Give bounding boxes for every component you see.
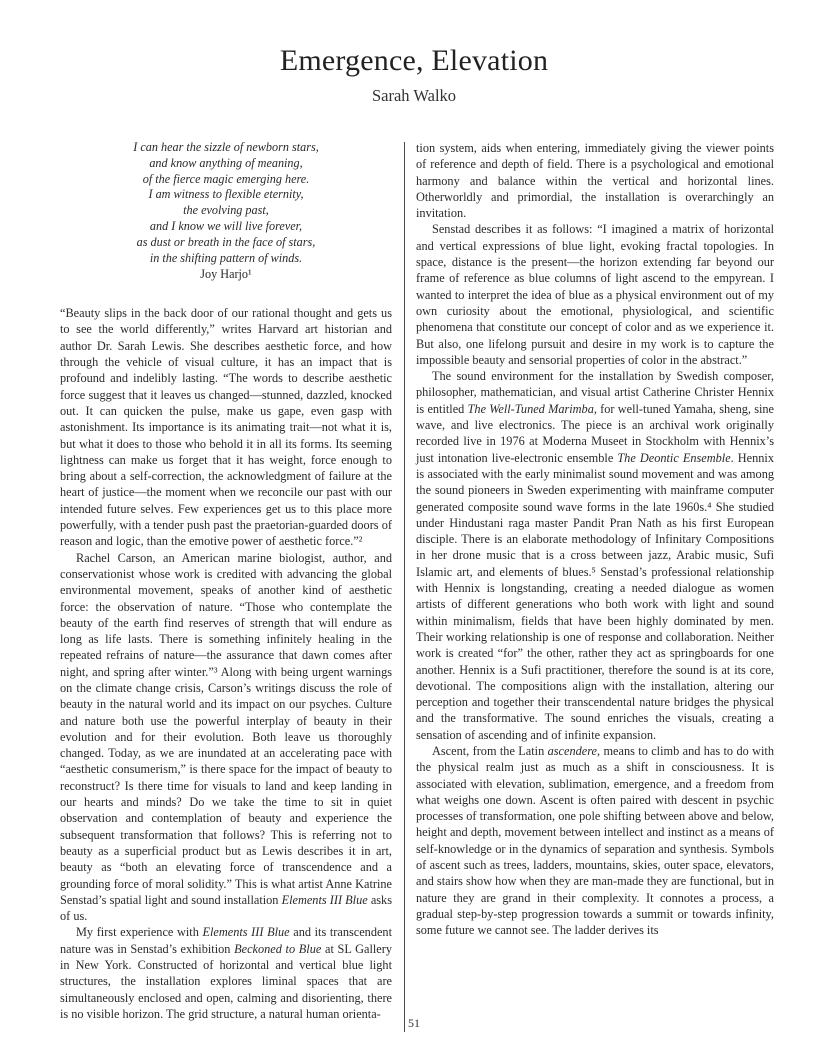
body-paragraph (60, 550, 392, 925)
right-column (416, 140, 774, 939)
latin-term: ascendere (547, 743, 598, 758)
poem-line: of the fierce magic emerging here. (142, 171, 310, 186)
poem-line: and know anything of meaning, (149, 155, 303, 170)
paragraph-text: Ascent, from the Latin (432, 743, 548, 758)
paragraph-text: . Hennix is associated with the early minimalist sound movement and was among the sound pioneers in Sweden experimenting with mainframe computer generated composite sound wave forms in the late 1960s.⁴ She studied under Hindustani raga master Pandit Pran Nath as his first European disciple. There is an elaborate methodology of Infinitary Compositions in her drone music that is a cross between jazz, Arabic music, Sufi Islamic art, and elements of blues.⁵ Senstad’s professional relationship with Hennix is longstanding, creating a needed dialogue as women artists of different generations who both work with light and sound within minimalism, fields that have been highly dominated by men. Their working relationship is one of response and collaboration. Neither work is created “for” the other, rather they act as springboards for one another. Hennix is a Sufi practitioner, therefore the sound is at its core, devotional. The compositions align with the installation, altering our perception and together their transcendental nature bridges the physical and the transformative. The sound enriches the visuals, creating a sensation of ascending and of infinite expansion. (416, 450, 774, 742)
epigraph-poem (60, 140, 392, 283)
poem-line: I am witness to flexible eternity, (148, 187, 304, 202)
body-paragraph (416, 743, 774, 939)
poem-line: as dust or breath in the face of stars, (136, 234, 316, 249)
poem-line: I can hear the sizzle of newborn stars, (133, 140, 319, 154)
paragraph-text: and its transcendent nature was in Senstad’s exhibition (60, 925, 392, 956)
left-column (60, 140, 392, 1022)
paragraph-text: My first experience with (76, 925, 203, 940)
paragraph-text: asks of us. (60, 892, 392, 924)
paragraph-text: tion system, aids when entering, immediately giving the viewer points of reference and depth of field. There is a psychological and emotional harmony and balance within the vertical and horizontal lines. Otherworldly and primordial, the installation is overarchingly an invitation. (416, 141, 774, 221)
paragraph-text: Rachel Carson, an American marine biologist, author, and conservationist whose work is credited with advancing the global environmental movement, speaks of another kind of aesthetic force: the observation of nature. “Those who contemplate the beauty of the earth find reserves of strength that will endure as long as life lasts. There is something infinitely healing in the repeated refrains of nature—the assurance that dawn comes after night, and spring after winter.”³ Along with being urgent warnings on the climate change crisis, Carson’s writings discuss the role of beauty in the natural world and its impact on our psyches. Culture and nature both use the powerful interplay of beauty in their evolution and for their evolution. Both leave us thoroughly changed. Today, as we are inundated at an accelerating pace with “aesthetic consumerism,” is there space for the impact of beauty to reconstruct? Is there time for visuals to land and keep landing in our hearts and minds? Do we take the time to sit in quiet observation and contemplation of beauty and experience the subsequent transformation that follows? This is referring not to beauty as a superficial product but as Lewis describes it in art, beauty as “both an elevating force of transcendence and a grounding force of moral solidity.” This is what artist Anne Katrine Senstad’s spatial light and sound installation (60, 550, 392, 907)
page-number: 51 (408, 1016, 420, 1030)
exhibition-title: Beckoned to Blue (234, 941, 322, 956)
artwork-title: Elements III Blue (202, 925, 290, 940)
artwork-title: Elements III Blue (281, 892, 368, 907)
paragraph-text: Senstad describes it as follows: “I imagined a matrix of horizontal and vertical expressions of blue light, evoking fractal topologies. In space, distance is the present—the horizon extending far beyond our frame of reference as blue columns of light ascend to the empyrean. I wanted to interpret the idea of blue as a physical environment out of my own curiosity about the emotional, physiological, and scientific phenomena that constitute our concept of color and as we experience it. But also, one lifelong pursuit and desire in my work is to capture the impossible beauty and sensorial properties of color in the abstract.” (416, 222, 774, 367)
column-divider (404, 142, 405, 1032)
body-paragraph (416, 221, 774, 368)
poem-attribution: Joy Harjo¹ (200, 267, 252, 282)
paragraph-text: The sound environment for the installation by Swedish composer, philosopher, mathematician, and visual artist Catherine Christer Hennix is entitled (416, 369, 774, 416)
page-title: Emergence, Elevation (279, 44, 549, 77)
body-paragraph (416, 368, 774, 743)
paragraph-text: at SL Gallery in New York. Constructed of horizontal and vertical blue light structures, the installation explores liminal spaces that are simultaneously enclosed and open, calming and disorienting, there is no visible horizon. The grid structure, a natural human orienta- (60, 941, 392, 1021)
body-paragraph (60, 305, 392, 549)
author-name: Sarah Walko (371, 86, 457, 105)
body-paragraph (60, 924, 392, 1022)
poem-line: and I know we will live forever, (149, 218, 303, 233)
paragraph-text: , means to climb and has to do with the physical realm just as much as a shift in consciousness. It is associated with elevation, sublimation, emergence, and a freedom from what weighs one down. Ascent is often paired with descent in psychic processes of transformation, one pole shifting between above and below, height and depth, movement between intellect and instinct as a means of self-knowledge or in the dynamics of separation and synthesis. Symbols of ascent such as trees, ladders, mountains, skies, outer space, elevators, and stairs show how when they are man-made they are functional, but in nature they are grand in their complexity. It connotes a process, a gradual step-by-step progression towards a summit or towards infinity, some future we cannot see. The ladder derives its (416, 743, 774, 938)
music-title: The Well-Tuned Marimba (467, 401, 594, 416)
paragraph-text: , for well-tuned Yamaha, sheng, sine wave, and live electronics. The piece is an archival work originally recorded live in 1976 at Moderna Museet in Stockholm with Hennix’s just intonation live-electronic ensemble (416, 401, 775, 465)
ensemble-name: The Deontic Ensemble (617, 450, 731, 465)
body-paragraph (416, 140, 774, 221)
paragraph-text: “Beauty slips in the back door of our rational thought and gets us to see the world differently,” writes Harvard art historian and author Dr. Sarah Lewis. She describes aesthetic force, and how through the vehicle of visual culture, it has an impact that is profound and indelibly lasting. “The words to describe aesthetic force suggest that it leaves us changed—stunned, dazzled, knocked out. It can quicken the pulse, make us gape, even gasp with astonishment. Its importance is its animating trait—not what it is, but what it does to those who behold it in all its forms. Its seeming lightness can make us forget that it has weight, force enough to bring about a self-correction, the acknowledgment of failure at the heart of justice—the moment when we reconcile our past with our intended future selves. Few experiences get us to this place more powerfully, with a tender push past the praetorian-guarded doors of reason and logic, than the emotive power of aesthetic force.”² (60, 306, 392, 549)
poem-line: the evolving past, (183, 203, 269, 218)
poem-line: in the shifting pattern of winds. (149, 250, 303, 265)
